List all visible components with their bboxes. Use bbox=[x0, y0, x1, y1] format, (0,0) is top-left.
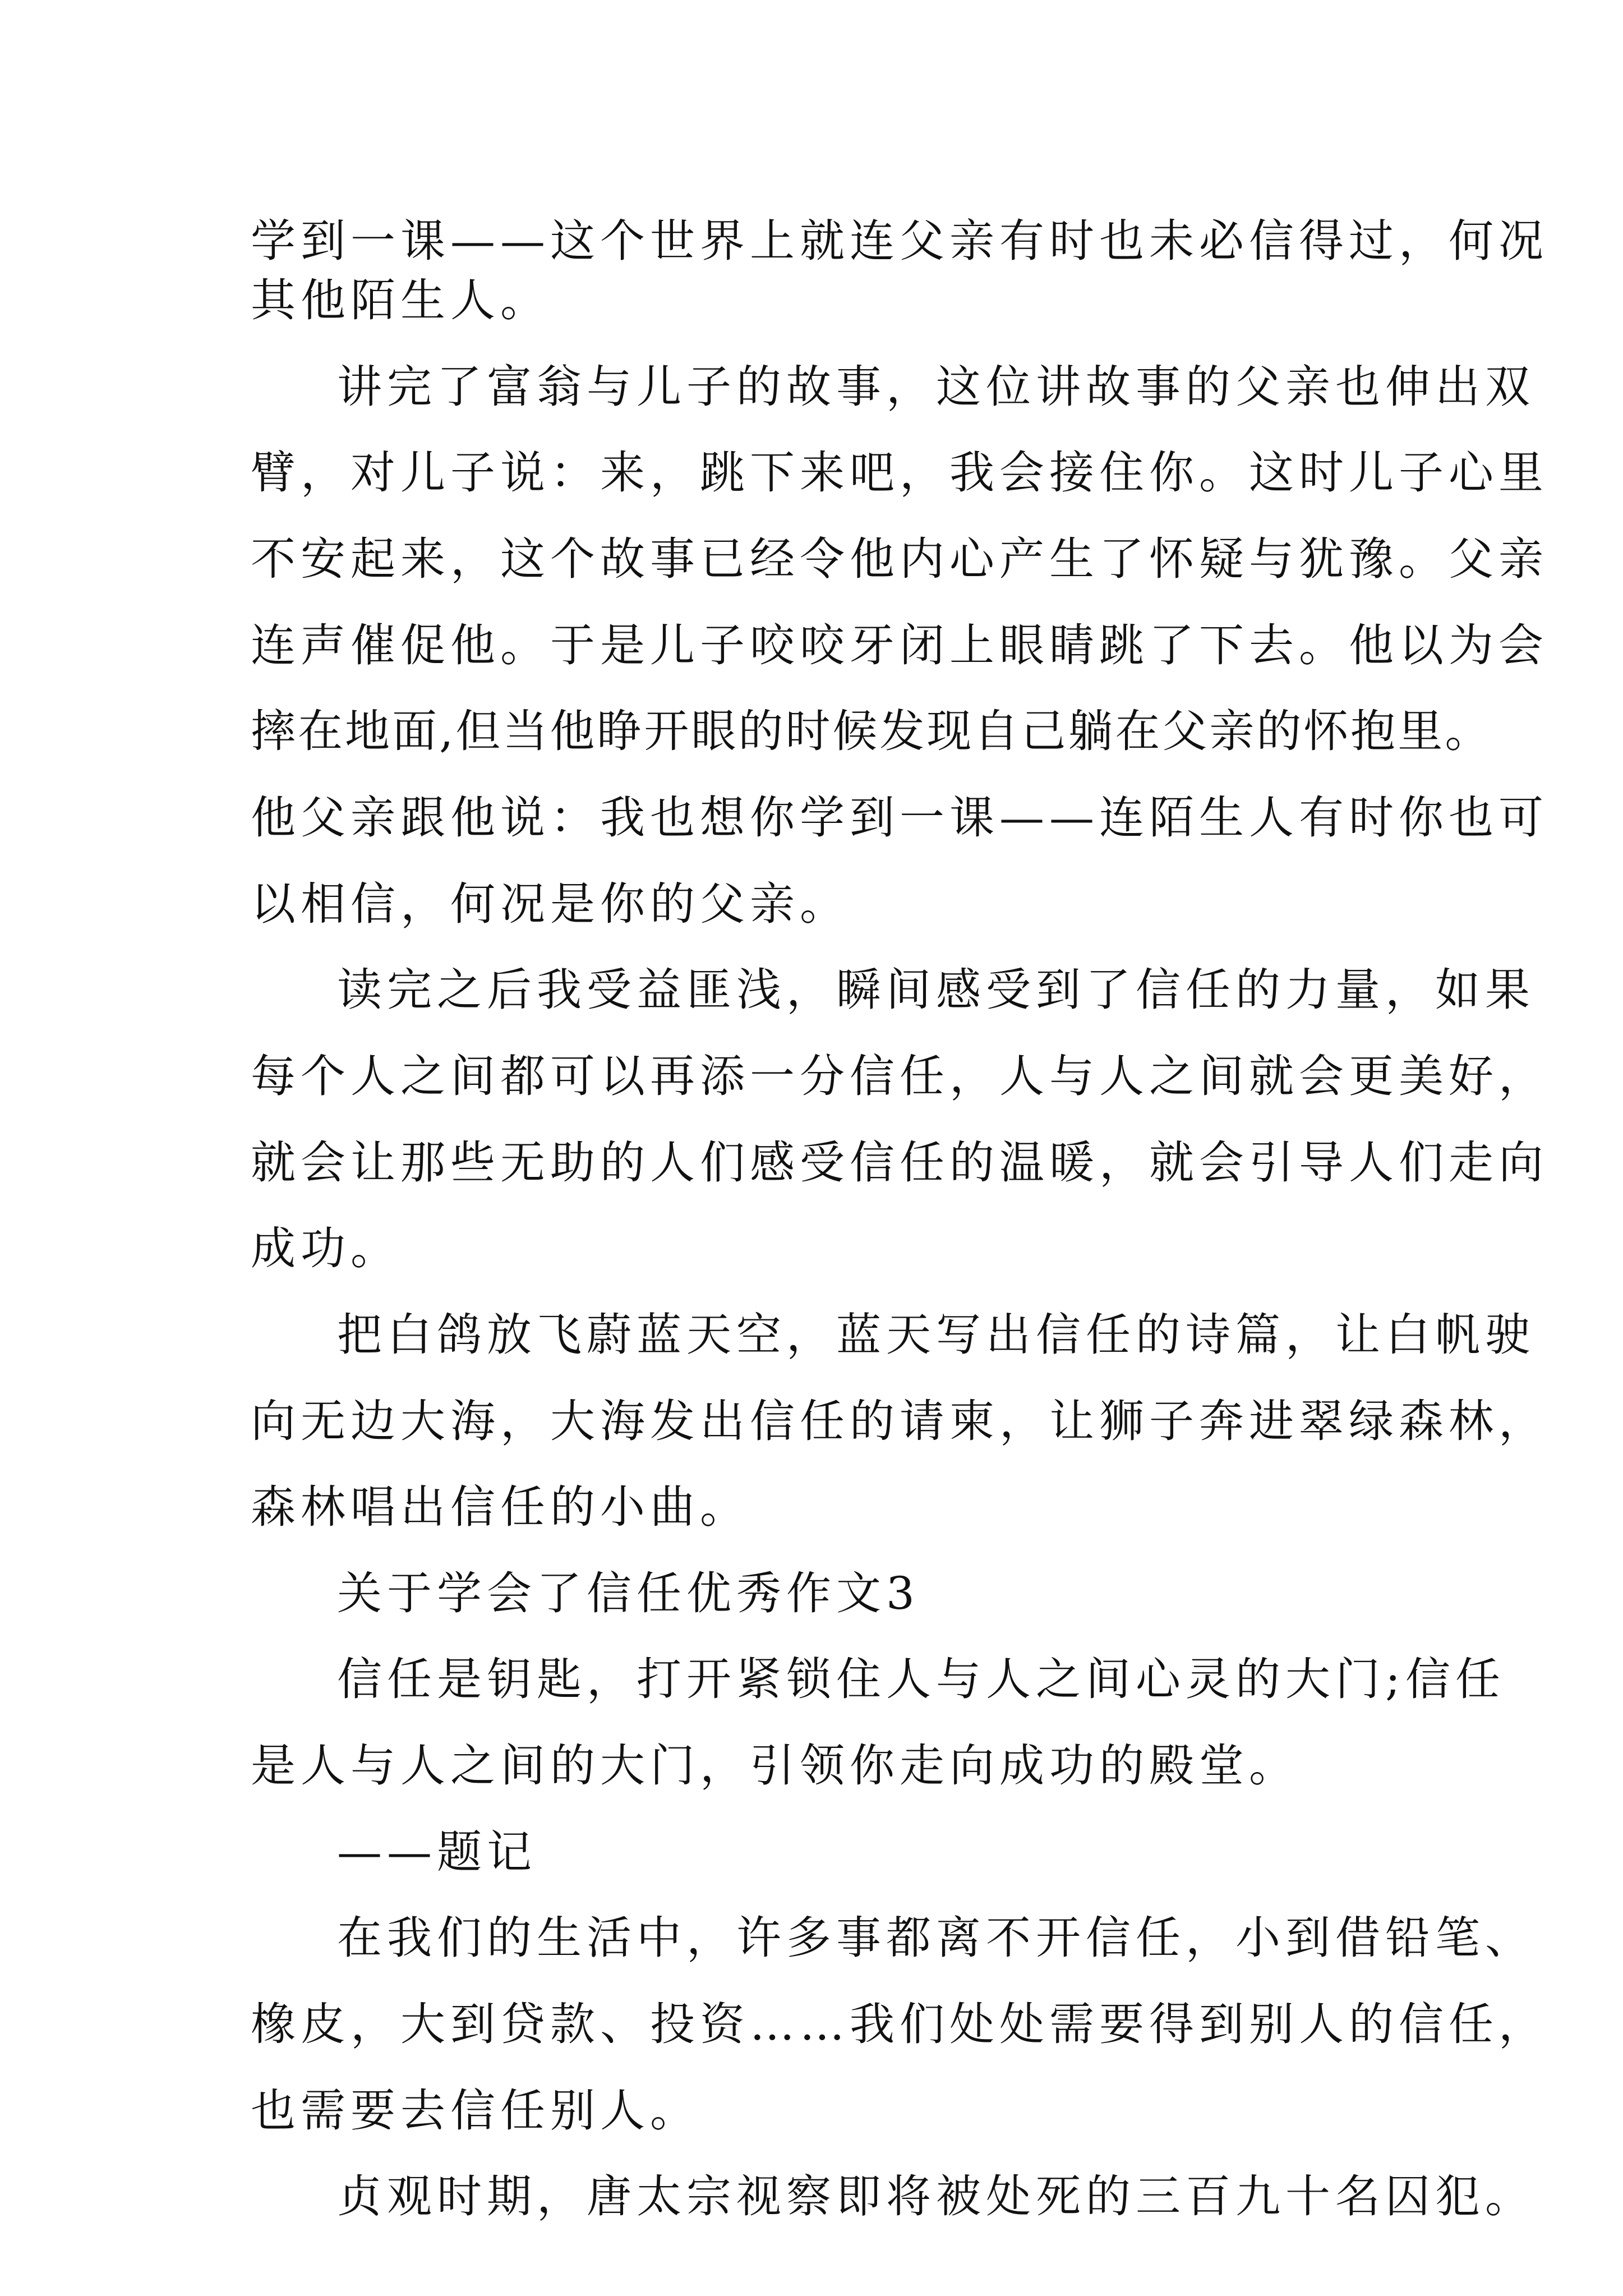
paragraph-start-line: 在我们的生活中，许多事都离不开信任，小到借铅笔、 bbox=[337, 1912, 1535, 1964]
paragraph-start-line: 信任是钥匙，打开紧锁住人与人之间心灵的大门;信任 bbox=[337, 1653, 1505, 1705]
text-line: 成功。 bbox=[251, 1222, 400, 1274]
text-line: 向无边大海，大海发出信任的请柬，让狮子奔进翠绿森林， bbox=[251, 1395, 1548, 1447]
text-line: 每个人之间都可以再添一分信任，人与人之间就会更美好， bbox=[251, 1050, 1548, 1102]
paragraph-start-line: 讲完了富翁与儿子的故事，这位讲故事的父亲也伸出双 bbox=[337, 361, 1535, 413]
text-line: 橡皮，大到贷款、投资……我们处处需要得到别人的信任， bbox=[251, 1998, 1548, 2050]
text-line: 其他陌生人。 bbox=[251, 274, 550, 326]
text-line: 森林唱出信任的小曲。 bbox=[251, 1481, 750, 1533]
paragraph-start-line: 贞观时期，唐太宗视察即将被处死的三百九十名囚犯。 bbox=[337, 2170, 1535, 2223]
text-line: 就会让那些无助的人们感受信任的温暖，就会引导人们走向 bbox=[251, 1137, 1548, 1189]
text-line: 学到一课——这个世界上就连父亲有时也未必信得过，何况 bbox=[251, 215, 1548, 267]
text-line: 他父亲跟他说：我也想你学到一课——连陌生人有时你也可 bbox=[251, 792, 1548, 844]
paragraph-start-line: 把白鸽放飞蔚蓝天空，蓝天写出信任的诗篇，让白帆驶 bbox=[337, 1309, 1535, 1361]
text-line: 以相信，何况是你的父亲。 bbox=[251, 878, 850, 930]
text-line: 不安起来，这个故事已经令他内心产生了怀疑与犹豫。父亲 bbox=[251, 533, 1548, 585]
text-line: 臂，对儿子说：来，跳下来吧，我会接住你。这时儿子心里 bbox=[251, 447, 1548, 499]
text-line: 摔在地面,但当他睁开眼的时候发现自己躺在父亲的怀抱里。 bbox=[251, 705, 1492, 757]
text-line: 是人与人之间的大门，引领你走向成功的殿堂。 bbox=[251, 1740, 1299, 1792]
epigraph-attribution: ——题记 bbox=[337, 1826, 537, 1878]
section-heading: 关于学会了信任优秀作文3 bbox=[337, 1567, 920, 1619]
paragraph-start-line: 读完之后我受益匪浅，瞬间感受到了信任的力量，如果 bbox=[337, 964, 1535, 1016]
text-line: 连声催促他。于是儿子咬咬牙闭上眼睛跳了下去。他以为会 bbox=[251, 619, 1548, 671]
text-line: 也需要去信任别人。 bbox=[251, 2085, 700, 2137]
